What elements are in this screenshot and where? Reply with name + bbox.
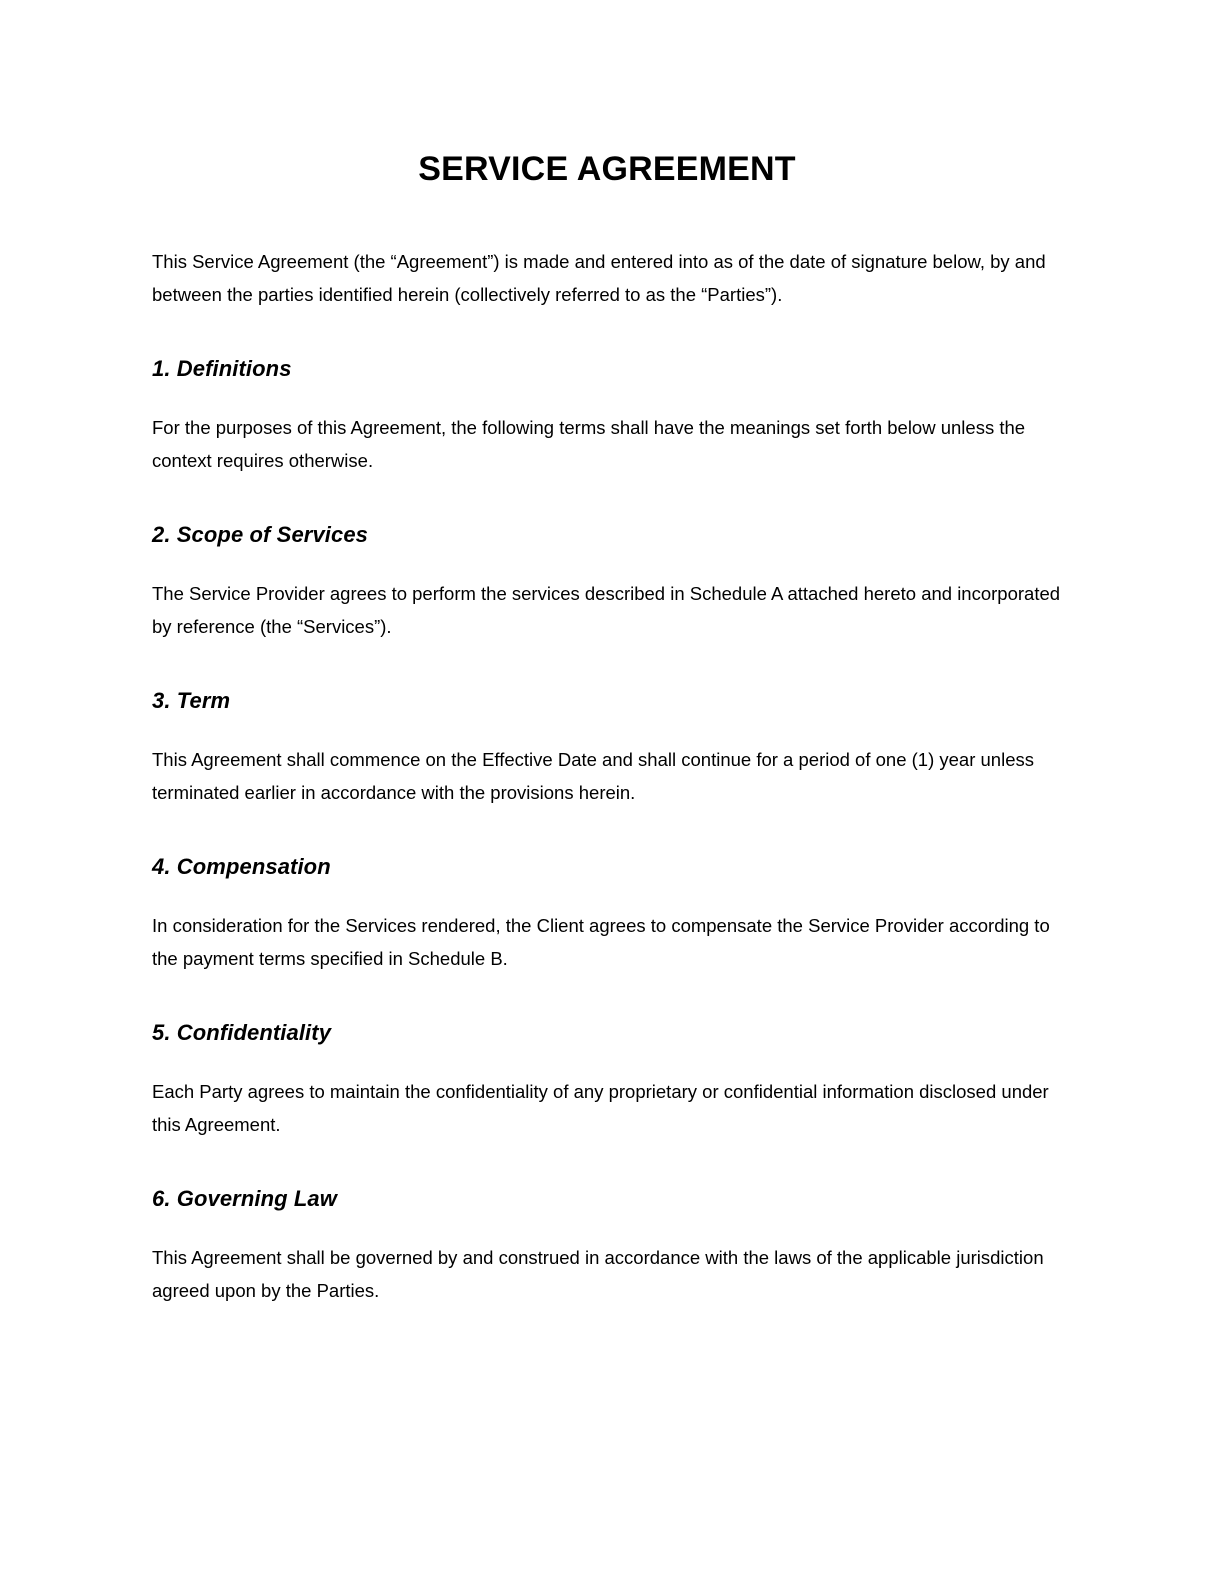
intro-paragraph: This Service Agreement (the “Agreement”) is made and entered into as of the date of signature below, by and between the parties identified herein (collectively referred to as the “Parties”). xyxy=(152,251,1046,306)
section-heading-governing-law: 6. Governing Law xyxy=(152,1186,337,1212)
section-body-term: This Agreement shall commence on the Effective Date and shall continue for a period of one (1) year unless terminated earlier in accordance with the provisions herein. xyxy=(152,749,1034,804)
section-heading-definitions: 1. Definitions xyxy=(152,356,292,382)
section-governing-law xyxy=(152,1141,1062,1307)
section-heading-confidentiality: 5. Confidentiality xyxy=(152,1020,332,1046)
section-body-confidentiality: Each Party agrees to maintain the confidentiality of any proprietary or confidential information disclosed under this Agreement. xyxy=(152,1081,1049,1136)
section-scope-of-services xyxy=(152,477,1062,643)
section-body-definitions: For the purposes of this Agreement, the following terms shall have the meanings set forth below unless the context requires otherwise. xyxy=(152,417,1026,472)
section-heading-compensation: 4. Compensation xyxy=(152,854,331,880)
section-term xyxy=(152,643,1062,809)
document-content xyxy=(152,0,1062,1307)
section-body-scope-of-services: The Service Provider agrees to perform the services described in Schedule A attached hereto and incorporated by reference (the “Services”). xyxy=(152,583,1061,638)
section-body-compensation: In consideration for the Services rendered, the Client agrees to compensate the Service Provider according to the payment terms specified in Schedule B. xyxy=(152,915,1050,970)
section-compensation xyxy=(152,809,1062,975)
document-title: SERVICE AGREEMENT xyxy=(418,150,796,188)
section-heading-scope-of-services: 2. Scope of Services xyxy=(152,522,368,548)
section-confidentiality xyxy=(152,975,1062,1141)
section-definitions xyxy=(152,311,1062,477)
section-body-governing-law: This Agreement shall be governed by and construed in accordance with the laws of the applicable jurisdiction agreed upon by the Parties. xyxy=(152,1247,1044,1302)
section-heading-term: 3. Term xyxy=(152,688,231,714)
